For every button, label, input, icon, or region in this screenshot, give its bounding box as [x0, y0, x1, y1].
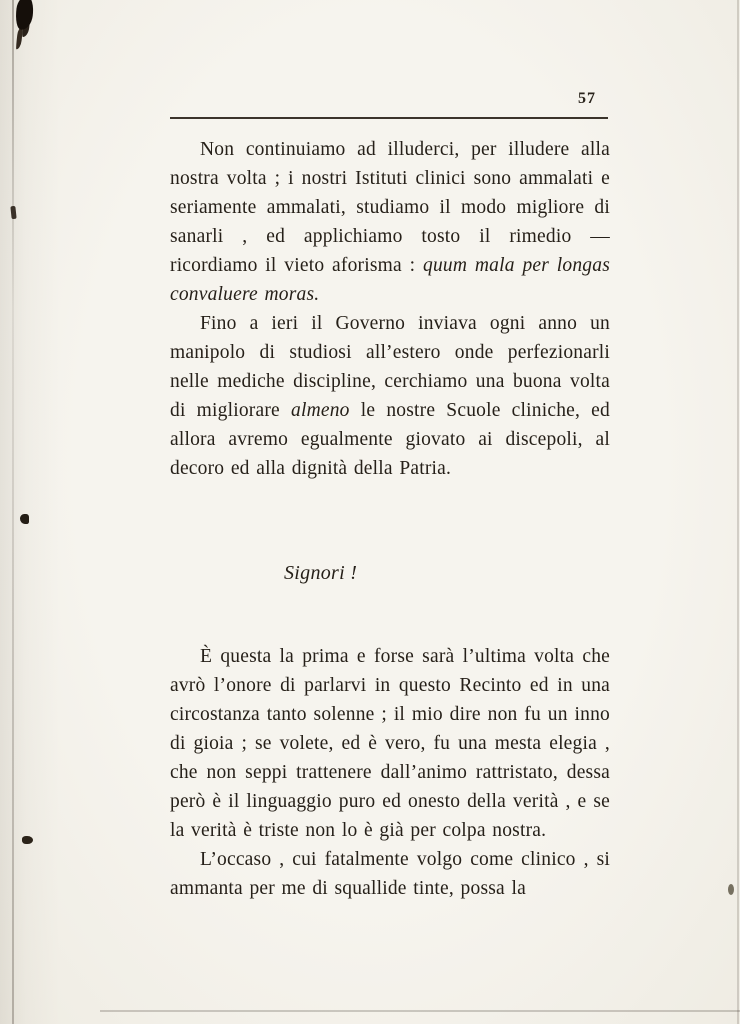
paragraph-text: Fino a ieri il Governo inviava ogni anno un manipolo di studiosi all’estero onde perfezionarli nelle mediche discipline, cerchiamo una buona volta di migliorare	[170, 313, 610, 421]
scan-speck	[20, 514, 29, 524]
paragraph-4: L’occaso , cui fatalmente volgo come clinico , si ammanta per me di squallide tinte, possa la	[170, 849, 610, 899]
emphasized-word: almeno	[291, 400, 350, 421]
section-heading: Signori !	[284, 562, 358, 584]
header-rule	[170, 117, 608, 119]
scan-ink-blot	[14, 0, 35, 31]
scan-speck	[10, 206, 16, 219]
latin-aphorism: quum mala per longas convaluere moras.	[170, 255, 610, 305]
scan-speck	[22, 836, 33, 844]
paragraph-3: È questa la prima e forse sarà l’ultima volta che avrò l’onore di parlarvi in questo Recinto ed in una circostanza tanto solenne ; il mio dire non fu un inno di gioia ; se volete, ed è vero, fu una mesta elegia , che non seppi trattenere dall’animo rattristato, dessa però è il linguaggio puro ed onesto della verità , e se la verità è triste non lo è già per colpa nostra.	[170, 646, 610, 841]
paragraph-text: Non continuiamo ad illuderci, per illudere alla nostra volta ; i nostri Istituti clinici sono ammalati e seriamente ammalati, studiamo il modo migliore di sanarli , ed applichiamo tosto il rimedio — ricordiamo il vieto aforisma :	[170, 139, 610, 276]
scan-speck	[728, 884, 734, 895]
scan-bottom-edge-line	[100, 1010, 740, 1012]
scan-edge-shadow-right	[737, 0, 739, 1024]
page-number: 57	[578, 90, 596, 107]
paragraph-text: le nostre Scuole cliniche, ed allora avremo egualmente giovato ai discepoli, al decoro ed alla dignità della Patria.	[170, 400, 610, 479]
scan-edge-shadow-left	[12, 0, 14, 1024]
paragraph-2	[170, 309, 610, 483]
paragraph-1	[170, 135, 610, 309]
page-body	[170, 90, 610, 903]
